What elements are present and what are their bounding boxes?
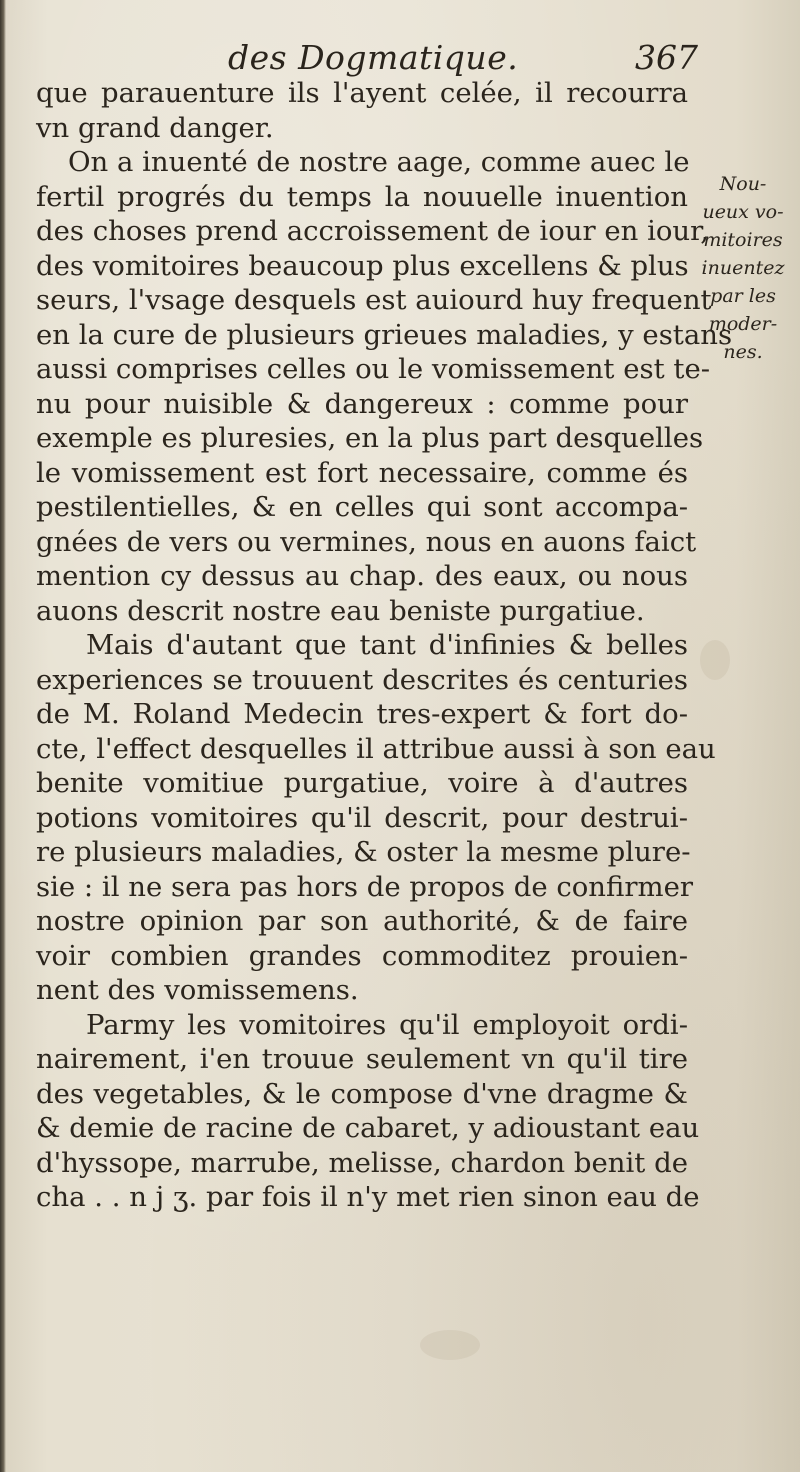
margin-note-line: nes. bbox=[723, 341, 763, 363]
paper-stain bbox=[700, 640, 730, 680]
text-line: Parmy les vomitoires qu'il employoit ordi- bbox=[86, 1008, 688, 1041]
running-head-title: des Dogmatique. bbox=[228, 38, 519, 77]
text-line: des vomitoires beaucoup plus excellens & plus bbox=[36, 249, 689, 282]
text-line: & demie de racine de cabaret, y adioustant eau bbox=[36, 1112, 700, 1144]
text-line: re plusieurs maladies, & oster la mesme plure- bbox=[36, 836, 691, 868]
text-line: fertil progrés du temps la nouuelle inuention bbox=[36, 180, 688, 213]
margin-note-line: par les bbox=[710, 285, 776, 307]
margin-note-line: Nou- bbox=[719, 173, 767, 195]
text-line: mention cy dessus au chap. des eaux, ou nous bbox=[36, 560, 688, 592]
margin-note-line: moder- bbox=[708, 313, 778, 335]
paper-stain bbox=[420, 1330, 480, 1360]
text-line: cte, l'effect desquelles il attribue aussi à son eau bbox=[36, 732, 716, 765]
text-line: en la cure de plusieurs grieues maladies, y estans bbox=[36, 318, 733, 351]
text-line: seurs, l'vsage desquels est auiourd huy frequent bbox=[36, 284, 712, 316]
text-line: pestilentielles, & en celles qui sont accompa- bbox=[36, 491, 688, 523]
page-number: 367 bbox=[635, 38, 698, 77]
text-line: sie : il ne sera pas hors de propos de confirmer bbox=[36, 870, 693, 903]
text-line: auons descrit nostre eau beniste purgatiue. bbox=[36, 594, 645, 627]
text-line: exemple es pluresies, en la plus part desquelles bbox=[36, 422, 704, 454]
body-text bbox=[36, 76, 733, 1215]
text-line: que parauenture ils l'ayent celée, il recourra bbox=[36, 77, 688, 109]
text-line: nent des vomissemens. bbox=[36, 974, 359, 1006]
margin-note-line: inuentez bbox=[701, 257, 785, 279]
text-line: nu pour nuisible & dangereux : comme pour bbox=[36, 387, 688, 420]
text-line: d'hyssope, marrube, melisse, chardon benit de bbox=[36, 1146, 688, 1179]
text-line: benite vomitiue purgatiue, voire à d'autres bbox=[36, 767, 688, 799]
margin-note-line: ueux vo- bbox=[702, 201, 784, 223]
text-line: aussi comprises celles ou le vomissement est te- bbox=[36, 353, 711, 385]
text-line: experiences se trouuent descrites és centuries bbox=[36, 663, 688, 696]
text-line: On a inuenté de nostre aage, comme auec le bbox=[68, 146, 690, 178]
text-line: le vomissement est fort necessaire, comme és bbox=[36, 456, 688, 489]
text-line: nostre opinion par son authorité, & de faire bbox=[36, 905, 688, 937]
text-line: de M. Roland Medecin tres-expert & fort do- bbox=[36, 698, 688, 730]
text-line: Mais d'autant que tant d'infinies & belles bbox=[86, 629, 688, 661]
text-line: cha . . n j ʒ. par fois il n'y met rien sinon eau de bbox=[36, 1181, 700, 1213]
text-line: des choses prend accroissement de iour en iour, bbox=[36, 215, 709, 247]
margin-note bbox=[690, 170, 796, 366]
margin-note-line: mitoires bbox=[703, 229, 783, 251]
text-line: gnées de vers ou vermines, nous en auons faict bbox=[36, 525, 697, 558]
text-line: potions vomitoires qu'il descrit, pour destrui- bbox=[36, 801, 688, 834]
page-binding-edge bbox=[0, 0, 6, 1472]
text-line: nairement, i'en trouue seulement vn qu'il tire bbox=[36, 1043, 688, 1075]
text-line: des vegetables, & le compose d'vne dragme & bbox=[36, 1077, 688, 1110]
text-line: voir combien grandes commoditez prouien- bbox=[36, 939, 688, 972]
text-line: vn grand danger. bbox=[36, 111, 274, 144]
